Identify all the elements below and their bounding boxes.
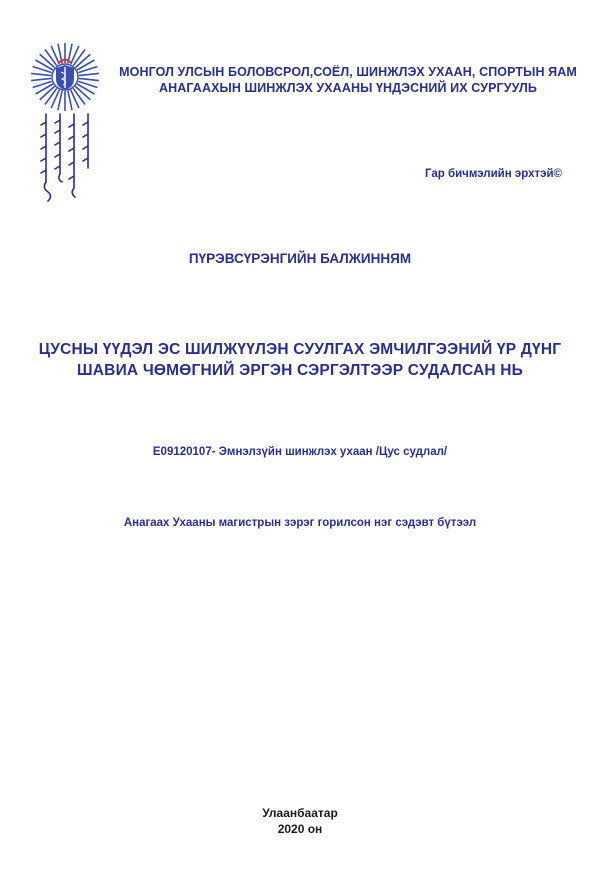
university-name: АНАГААХЫН ШИНЖЛЭХ УХААНЫ ҮНДЭСНИЙ ИХ СУРГУУЛЬ <box>159 81 537 95</box>
thesis-title <box>0 339 600 381</box>
degree-statement: Анагаах Ухааны магистрын зэрэг горилсон нэг сэдэвт бүтээл <box>123 517 477 529</box>
university-emblem-icon <box>28 40 102 114</box>
city-name: Улаанбаатар <box>262 806 338 820</box>
mongolian-script-icon <box>36 112 94 204</box>
specialty-code: E09120107- Эмнэлзүйн шинжлэх ухаан /Цус судлал/ <box>152 446 448 458</box>
thesis-title-line-1: ЦУСНЫ ҮҮДЭЛ ЭС ШИЛЖҮҮЛЭН СУУЛГАХ ЭМЧИЛГЭЭНИЙ ҮР ДҮНГ <box>38 341 562 358</box>
place-and-year <box>0 805 600 837</box>
rights-notice: Гар бичмэлийн эрхтэй© <box>425 168 562 180</box>
author-name: ПҮРЭВСҮРЭНГИЙН БАЛЖИННЯМ <box>188 251 412 266</box>
year: 2020 он <box>277 822 323 836</box>
university-header <box>108 64 588 96</box>
ministry-name: МОНГОЛ УЛСЫН БОЛОВСРОЛ,СОЁЛ, ШИНЖЛЭХ УХААН, СПОРТЫН ЯАМ <box>119 65 577 79</box>
thesis-title-line-2: ШАВИА ЧӨМӨГНИЙ ЭРГЭН СЭРГЭЛТЭЭР СУДАЛСАН НЬ <box>77 362 523 379</box>
